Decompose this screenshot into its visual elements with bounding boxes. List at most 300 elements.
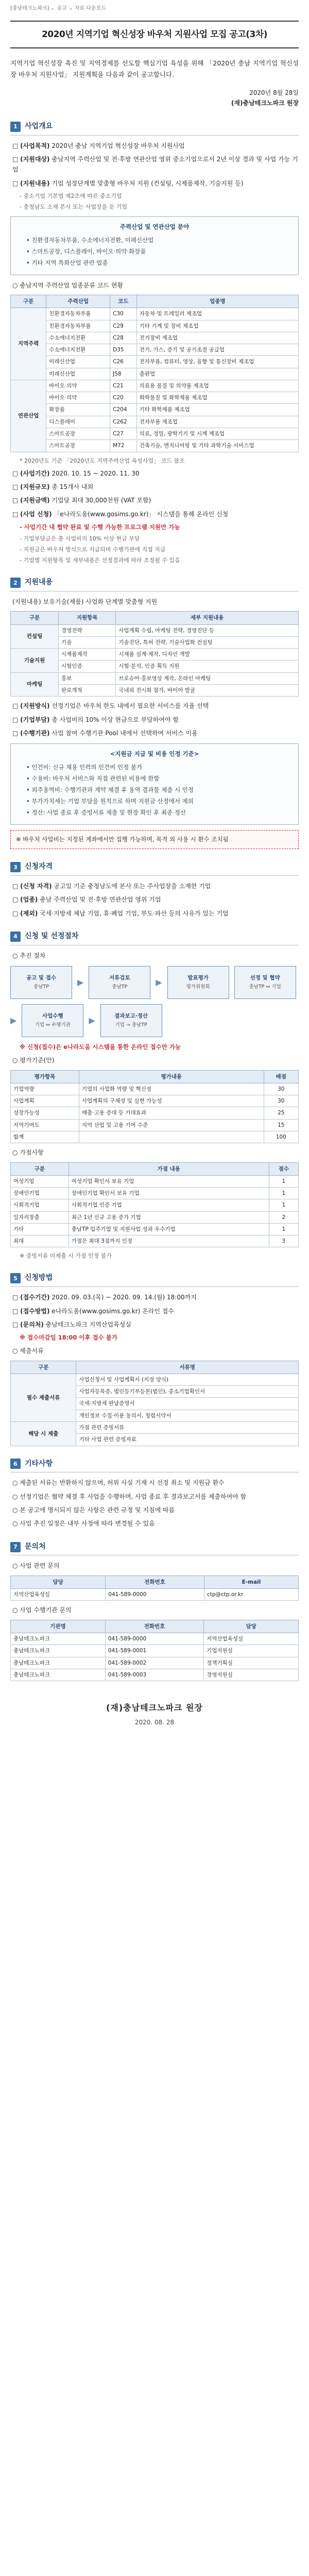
- table-cell: 기술: [59, 636, 116, 648]
- table-header-cell: 구분: [11, 612, 59, 624]
- text-line: • 수용비: 바우처 서비스와 직접 관련된 비용에 한함: [26, 774, 160, 782]
- table-header-cell: 전화번호: [105, 1620, 203, 1633]
- list-item: □ (지원금액) 기업당 최대 30,000천원 (VAT 포함): [12, 497, 151, 504]
- sign-org: (재)충남테크노파크 원장: [231, 99, 299, 107]
- table-row: [11, 1188, 299, 1199]
- text-line: • 기타 지역 특화산업 관련 업종: [26, 259, 108, 266]
- section-procedure: [10, 931, 299, 1260]
- item-text: 2020. 10. 15 ~ 2020. 11. 30: [49, 469, 140, 477]
- section-header: [10, 121, 299, 135]
- table-row: [11, 1633, 299, 1645]
- org-caption: ○ 사업 수행기관 문의: [12, 1606, 72, 1614]
- table-row: [11, 1589, 299, 1601]
- section-header: [10, 1459, 299, 1473]
- table-cell: 여성기업 확인서 보유 기업: [68, 1175, 269, 1187]
- table-cell: 041-589-0002: [105, 1657, 203, 1669]
- item-lead: (지원방식): [20, 702, 50, 710]
- section-header: [10, 577, 299, 591]
- docs-caption: ○ 제출서류: [12, 1347, 44, 1355]
- table-cell: 041-589-0000: [106, 1589, 204, 1601]
- item-lead: (지원내용): [20, 179, 50, 187]
- table-cell: 충남테크노파크: [11, 1669, 106, 1681]
- item-list: [10, 468, 299, 520]
- industry-box: [10, 216, 299, 275]
- item-list: [10, 881, 299, 919]
- text-line: ○ 제출된 서류는 반환하지 않으며, 허위 사실 기재 시 선정 취소 및 지원금 환수: [12, 1479, 225, 1487]
- cost-criteria-box: [10, 743, 299, 824]
- table-cell: 전기, 가스, 증기 및 공기조절 공급업: [136, 344, 298, 356]
- table-header-cell: 구분: [11, 1162, 69, 1175]
- table-cell: C204: [110, 404, 137, 416]
- section-number: 7: [10, 1542, 21, 1552]
- table-cell: 수소에너지전환: [46, 344, 110, 356]
- table-cell: 사업신청서 및 사업계획서 (지정 양식): [76, 1374, 299, 1385]
- section-eligibility: [10, 861, 299, 919]
- table-header-cell: 코드: [110, 295, 137, 308]
- text-line: ○ 사업 추진 일정은 내부 사정에 따라 변경될 수 있음: [12, 1520, 155, 1528]
- table-body: [11, 1083, 299, 1143]
- table-cell: C20: [110, 392, 137, 404]
- footer-org: (재)충남테크노파크 원장: [106, 1703, 203, 1713]
- table-cell: 2: [269, 1211, 298, 1223]
- table-cell: 기업의 사업화 역량 및 혁신성: [79, 1083, 264, 1095]
- process-step: [234, 966, 296, 999]
- item-text: 총 15개사 내외: [49, 483, 94, 490]
- item-text: 충남테크노파크 지역산업육성실: [43, 1320, 131, 1328]
- industry-code-table: [10, 295, 299, 452]
- table-cell: 의료용 물질 및 의약품 제조업: [136, 380, 298, 392]
- item-lead: (기업부담): [20, 716, 50, 723]
- section-title: 신청방법: [25, 1274, 53, 1282]
- table-cell: 사업계획 수립, 마케팅 전략, 경영진단 등: [116, 624, 299, 636]
- note-list: [10, 192, 299, 211]
- bonus-caption: ○ 가점사항: [12, 1149, 44, 1157]
- table-cell: 25: [264, 1107, 298, 1119]
- list-item: □ (지원규모) 총 15개사 내외: [12, 483, 94, 490]
- table-header-cell: 서류명: [76, 1361, 299, 1374]
- list-item: □ (접수기간) 2020. 09. 03.(목) ~ 2020. 09. 14.(월) 18:00까지: [12, 1294, 197, 1301]
- item-list: [10, 701, 299, 738]
- table-footnote: * 2020년도 기준 「2020년도 지역주력산업 육성사업」 코드 참조: [20, 457, 185, 464]
- evaluation-table: [10, 1070, 299, 1144]
- box-lines: [17, 762, 292, 818]
- process-step: [22, 1004, 83, 1037]
- section-header: [10, 1541, 299, 1556]
- list-item: □ (기업부담) 총 사업비의 10% 이상 현금으로 부담하여야 함: [12, 716, 179, 723]
- bonus-table: [10, 1162, 299, 1248]
- table-header-cell: 담당: [204, 1620, 299, 1633]
- separator-dot: [52, 8, 54, 10]
- table-body: [11, 1589, 299, 1601]
- table-row: [11, 1131, 299, 1143]
- section-number: 2: [10, 578, 21, 588]
- table-cell: 1: [269, 1175, 298, 1187]
- table-row: [11, 1211, 299, 1223]
- table-header-row: [11, 295, 299, 308]
- note-list: [10, 534, 299, 565]
- table-row: [11, 672, 299, 684]
- table-cell: 수소에너지전환: [46, 332, 110, 344]
- table-cell: [79, 1131, 264, 1143]
- table-header-cell: 평가항목: [11, 1070, 79, 1083]
- table-body: [11, 1633, 299, 1681]
- table-header-row: [11, 1620, 299, 1633]
- step-desc: 충남TP: [112, 984, 128, 990]
- text-line: • 외주용역비: 수행기관과 계약 체결 후 용역 결과물 제출 시 인정: [26, 786, 194, 793]
- section-number: 6: [10, 1459, 21, 1469]
- item-text: 2020년 충남 지역기업 혁신성장 바우처 지원사업: [49, 142, 185, 149]
- table-row: [11, 416, 299, 428]
- item-list: [10, 141, 299, 189]
- step-title: 선정 및 협약: [250, 975, 280, 981]
- warning-callout: ※ 바우처 사업비는 지정된 계좌에서만 집행 가능하며, 목적 외 사용 시 환수 조치됨: [10, 830, 299, 850]
- table-cell: 바이오·의약: [46, 380, 110, 392]
- table-cell: 일자리창출: [11, 1211, 69, 1223]
- table-cell: 30: [264, 1095, 298, 1107]
- text-line: - 중소기업 기본법 제2조에 따른 중소기업: [20, 193, 122, 200]
- item-lead: (수행기관): [20, 729, 50, 737]
- table-header-cell: 담당: [11, 1575, 106, 1588]
- table-cell: 개인정보 수집·이용 동의서, 청렴서약서: [76, 1410, 299, 1421]
- table-cell: 15: [264, 1119, 298, 1131]
- item-lead: (사업 신청): [20, 510, 52, 518]
- table-cell: 마케팅: [11, 672, 59, 697]
- text-line: - 지원금은 바우처 방식으로 지급되며 수행기관에 직접 지급: [20, 546, 166, 553]
- table-cell: 필수 제출서류: [11, 1374, 76, 1421]
- list-item: □ (사업기간) 2020. 10. 15 ~ 2020. 11. 30: [12, 469, 140, 477]
- box-title: 주력산업 및 연관산업 분야: [119, 223, 190, 231]
- section-header: [10, 861, 299, 876]
- table-header-cell: 가점 내용: [68, 1162, 269, 1175]
- section-number: 5: [10, 1273, 21, 1283]
- item-lead: (접수기간): [20, 1294, 50, 1301]
- section-title: 신청 및 선정절차: [25, 932, 79, 941]
- breadcrumb-item[interactable]: 공고: [57, 6, 67, 12]
- table-header-cell: 전화번호: [106, 1575, 204, 1588]
- step-desc: 기업 → 충남TP: [115, 1022, 147, 1028]
- step-desc: 기업 ↔ 수행기관: [35, 1022, 71, 1028]
- arrow-right-icon: ▶: [89, 1015, 95, 1025]
- table-cell: 가점은 최대 3점까지 인정: [68, 1235, 269, 1247]
- item-lead: (업종): [20, 896, 38, 904]
- table-cell: 미래신산업: [46, 368, 110, 380]
- table-cell: 100: [264, 1131, 298, 1143]
- table-cell: 출판업: [136, 368, 298, 380]
- table-caption: ○ 충남지역 주력산업 업종분류 코드 현황: [12, 281, 124, 289]
- table-cell: 시험인증: [59, 660, 116, 672]
- section-header: [10, 1273, 299, 1287]
- item-lead: (문의처): [20, 1320, 44, 1328]
- table-cell: 바이오·의약: [46, 392, 110, 404]
- section-title: 신청자격: [25, 862, 53, 871]
- page-title: 2020년 지역기업 혁신성장 바우처 지원사업 모집 공고(3차): [10, 21, 299, 48]
- breadcrumb-item[interactable]: [충남테크노파크]: [10, 6, 49, 12]
- signature-block: [10, 88, 299, 109]
- table-cell: 기업역량: [11, 1083, 79, 1095]
- item-lead: (제외): [20, 909, 38, 917]
- table-cell: 컨설팅: [11, 624, 59, 649]
- table-body: [11, 624, 299, 697]
- red-note: - 사업기간 내 협약 완료 및 수행 가능한 프로그램 지원만 가능: [20, 523, 180, 531]
- list-item: □ (접수방법) e나라도움(www.gosims.go.kr) 온라인 접수: [12, 1307, 174, 1315]
- table-cell: 기술지원: [11, 649, 59, 673]
- table-cell: 전자부품, 컴퓨터, 영상, 음향 및 통신장비 제조업: [136, 356, 298, 368]
- item-lead: (지원대상): [20, 155, 50, 163]
- text-line: - 충청남도 소재 본사 또는 사업장을 둔 기업: [20, 204, 128, 211]
- table-cell: J58: [110, 368, 137, 380]
- table-row: [11, 1223, 299, 1235]
- item-text: 충남지역 주력산업 및 전·후방 연관산업 영위 중소기업으로서 2년 이상 경과 및 사업 가능 기업: [12, 155, 298, 174]
- org-contact-table: [10, 1620, 299, 1681]
- table-cell: 스마트공장: [46, 440, 110, 452]
- table-row: [11, 1669, 299, 1681]
- table-cell: 의료, 정밀, 광학기기 및 시계 제조업: [136, 428, 298, 439]
- table-cell: 최근 1년 신규 고용 증가 기업: [68, 1211, 269, 1223]
- step-desc: 충남TP ↔ 기업: [249, 984, 281, 990]
- table-cell: 기타: [11, 1223, 69, 1235]
- text-line: • 스마트공장, 디스플레이, 바이오·의약·화장품: [26, 247, 146, 255]
- table-body: [11, 1175, 299, 1247]
- table-header-row: [11, 1070, 299, 1083]
- table-row: [11, 1645, 299, 1657]
- text-line: • 정산: 사업 종료 후 증빙서류 제출 및 현장 확인 후 최종 정산: [26, 808, 186, 816]
- section-title: 지원내용: [25, 578, 53, 587]
- item-lead: (사업목적): [20, 142, 50, 149]
- intro-paragraph: 지역기업 혁신성장 촉진 및 지역경제를 선도할 핵심기업 육성을 위해 「2020년 충남 지역기업 혁신성장 바우처 지원사업」 지원계획을 다음과 같이 공고합니다.: [10, 59, 299, 79]
- item-list: [10, 1292, 299, 1330]
- process-flow: [10, 966, 299, 1037]
- table-cell: 충남TP 입주기업 및 지원사업 성과 우수기업: [68, 1223, 269, 1235]
- table-row: [11, 332, 299, 344]
- item-lead: (사업기간): [20, 469, 50, 477]
- table-cell: 미래신산업: [46, 356, 110, 368]
- table-cell: 지역주력: [11, 308, 46, 380]
- table-cell: 1: [269, 1199, 298, 1211]
- table-cell: 기타 기계 및 장비 제조업: [136, 320, 298, 332]
- table-header-row: [11, 1361, 299, 1374]
- table-row: [11, 428, 299, 439]
- box-lines: [17, 235, 292, 268]
- list-item: □ (업종) 충남 주력산업 및 전·후방 연관산업 영위 기업: [12, 896, 161, 904]
- breadcrumb-item[interactable]: 자료 다운로드: [74, 6, 106, 12]
- table-cell: 자동차 및 트레일러 제조업: [136, 308, 298, 320]
- table-row: [11, 380, 299, 392]
- table-cell: 1: [269, 1188, 298, 1199]
- item-lead: (지원규모): [20, 483, 50, 490]
- table-cell: 지역산업육성실: [204, 1633, 299, 1645]
- table-header-cell: 기관명: [11, 1620, 106, 1633]
- item-text: 총 사업비의 10% 이상 현금으로 부담하여야 함: [49, 716, 179, 723]
- step-title: 사업수행: [42, 1013, 63, 1020]
- table-row: [11, 1107, 299, 1119]
- table-cell: 충남테크노파크: [11, 1633, 106, 1645]
- list-item: □ (문의처) 충남테크노파크 지역산업육성실: [12, 1320, 131, 1328]
- text-line: ○ 선정기업은 협약 체결 후 사업을 수행하며, 사업 종료 후 결과보고서를 제출하여야 함: [12, 1493, 247, 1500]
- table-row: [11, 1175, 299, 1187]
- table-row: [11, 1422, 299, 1434]
- table-cell: C21: [110, 380, 137, 392]
- table-cell: ctp@ctp.or.kr: [204, 1589, 298, 1601]
- red-note: ※ 접수마감일 18:00 이후 접수 불가: [20, 1334, 118, 1342]
- item-text: 사업 참여 수행기관 Pool 내에서 선택하여 서비스 이용: [49, 729, 198, 737]
- table-cell: 국세·지방세 완납증명서: [76, 1398, 299, 1410]
- eval-caption: ○ 평가기준(안): [12, 1057, 55, 1064]
- list-item: □ (사업목적) 2020년 충남 지역기업 혁신성장 바우처 지원사업: [12, 142, 185, 149]
- contact-table: [10, 1575, 299, 1601]
- table-cell: 스마트공장: [46, 428, 110, 439]
- table-cell: 041-589-0001: [105, 1645, 203, 1657]
- table-row: [11, 440, 299, 452]
- text-line: • 부가가치세는 기업 부담을 원칙으로 하며 지원금 산정에서 제외: [26, 797, 194, 805]
- table-cell: 가점 관련 증빙서류: [76, 1422, 299, 1434]
- section-header: [10, 931, 299, 945]
- table-cell: 3: [269, 1235, 298, 1247]
- table-cell: 연관산업: [11, 380, 46, 452]
- text-line: ○ 본 공고에 명시되지 않은 사항은 관련 규정 및 지침에 따름: [12, 1506, 175, 1514]
- step-title: 결과보고·정산: [114, 1013, 148, 1020]
- documents-table: [10, 1361, 299, 1446]
- table-row: [11, 320, 299, 332]
- list-item: □ (수행기관) 사업 참여 수행기관 Pool 내에서 선택하여 서비스 이용: [12, 729, 198, 737]
- text-line: - 기업부담금은 총 사업비의 10% 이상 현금 부담: [20, 535, 140, 543]
- item-text: 「e나라도움(www.gosims.go.kr)」 시스템을 통해 온라인 신청: [52, 510, 229, 518]
- arrow-right-icon: ▶: [156, 977, 162, 987]
- table-cell: 판로개척: [59, 684, 116, 696]
- section-application: [10, 1273, 299, 1446]
- text-line: • 친환경자동차부품, 수소에너지전환, 미래신산업: [26, 236, 154, 244]
- table-cell: 브로슈어·홍보영상 제작, 온라인 마케팅: [116, 672, 299, 684]
- table-row: [11, 1657, 299, 1669]
- table-cell: 친환경자동차부품: [46, 320, 110, 332]
- table-cell: C30: [110, 308, 137, 320]
- table-cell: 화학물질 및 화학제품 제조업: [136, 392, 298, 404]
- text-line: • 인건비: 신규 채용 인력의 인건비 인정 불가: [26, 763, 143, 771]
- table-cell: C26: [110, 356, 137, 368]
- table-cell: 기업지원실: [204, 1645, 299, 1657]
- section-contact: [10, 1541, 299, 1681]
- flow-caption: ○ 추진 절차: [12, 952, 46, 959]
- table-header-cell: 세부 지원내용: [116, 612, 299, 624]
- separator-dot: [70, 8, 72, 10]
- table-cell: 1: [269, 1223, 298, 1235]
- table-cell: 사회적기업 인증 기업: [68, 1199, 269, 1211]
- table-header-cell: 지원항목: [59, 612, 116, 624]
- section-etc: [10, 1459, 299, 1529]
- table-header-cell: E-mail: [204, 1575, 298, 1588]
- step-title: 발표평가: [187, 975, 209, 981]
- table-row: [11, 624, 299, 636]
- item-text: e나라도움(www.gosims.go.kr) 온라인 접수: [49, 1307, 174, 1315]
- table-cell: D35: [110, 344, 137, 356]
- step-title: 공고 및 접수: [26, 975, 57, 981]
- table-cell: 전기장비 제조업: [136, 332, 298, 344]
- red-note: ※ 신청(접수)은 e나라도움 시스템을 통한 온라인 접수만 가능: [20, 1043, 181, 1051]
- section-title: 문의처: [25, 1542, 46, 1551]
- table-row: [11, 1083, 299, 1095]
- process-step: [100, 1004, 162, 1037]
- table-header-row: [11, 1162, 299, 1175]
- table-cell: C27: [110, 428, 137, 439]
- table-cell: 최대: [11, 1235, 69, 1247]
- table-header-cell: 배점: [264, 1070, 298, 1083]
- table-cell: 기타 사업 관련 증빙자료: [76, 1434, 299, 1446]
- table-header-cell: 평가내용: [79, 1070, 264, 1083]
- step-title: 서류검토: [109, 975, 130, 981]
- table-header-cell: 구분: [11, 295, 46, 308]
- box-title: <지원금 지급 및 비용 인정 기준>: [110, 750, 199, 758]
- section-support: [10, 577, 299, 849]
- table-cell: 건축기술, 엔지니어링 및 기타 과학기술 서비스업: [136, 440, 298, 452]
- table-cell: 정책기획실: [204, 1657, 299, 1669]
- table-cell: 사업자등록증, 법인등기부등본(법인), 중소기업확인서: [76, 1386, 299, 1398]
- arrow-right-icon: ▶: [77, 977, 84, 987]
- breadcrumb: [10, 4, 299, 13]
- table-cell: 합계: [11, 1131, 79, 1143]
- table-row: [11, 404, 299, 416]
- table-cell: 경영지원실: [204, 1669, 299, 1681]
- step-desc: 충남TP: [33, 984, 49, 990]
- table-cell: C262: [110, 416, 137, 428]
- section-number: 3: [10, 862, 21, 872]
- bonus-note: ※ 증빙서류 미제출 시 가점 인정 불가: [20, 1252, 112, 1260]
- list-item: □ (지원내용) 기업 성장단계별 맞춤형 바우처 지원 (컨설팅, 시제품제작, 기술지원 등): [12, 179, 244, 187]
- table-cell: 041-589-0003: [105, 1669, 203, 1681]
- section-title: 사업개요: [25, 122, 53, 130]
- table-row: [11, 368, 299, 380]
- table-row: [11, 1235, 299, 1247]
- table-cell: 사회적기업: [11, 1199, 69, 1211]
- table-cell: 해당 시 제출: [11, 1422, 76, 1446]
- table-row: [11, 1199, 299, 1211]
- table-cell: 30: [264, 1083, 298, 1095]
- item-text: 충남 주력산업 및 전·후방 연관산업 영위 기업: [38, 896, 161, 904]
- list-item: □ (사업 신청) 「e나라도움(www.gosims.go.kr)」 시스템을 통해 온라인 신청: [12, 510, 229, 518]
- line-list: [10, 1478, 299, 1529]
- support-table: [10, 611, 299, 697]
- step-desc: 평가위원회: [186, 984, 210, 990]
- table-cell: 장애인기업 확인서 보유 기업: [68, 1188, 269, 1199]
- item-lead: (지원금액): [20, 497, 50, 504]
- table-body: [11, 308, 299, 452]
- section-overview: [10, 121, 299, 565]
- table-row: [11, 308, 299, 320]
- list-item: □ (신청 자격) 공고일 기준 충청남도에 본사 또는 주사업장을 소재한 기업: [12, 882, 211, 890]
- table-cell: C28: [110, 332, 137, 344]
- table-cell: M72: [110, 440, 137, 452]
- table-cell: 홍보: [59, 672, 116, 684]
- table-cell: 장애인기업: [11, 1188, 69, 1199]
- table-cell: 지역산업육성실: [11, 1589, 106, 1601]
- table-cell: 전자부품 제조업: [136, 416, 298, 428]
- table-row: [11, 1119, 299, 1131]
- item-text: 국세·지방세 체납 기업, 휴·폐업 기업, 부도·파산 등의 사유가 있는 기업: [38, 909, 229, 917]
- table-cell: 성장가능성: [11, 1107, 79, 1119]
- table-cell: 매출·고용 증대 등 기대효과: [79, 1107, 264, 1119]
- lead-text: (지원내용) 보유기술(제품) 사업화 단계별 맞춤형 지원: [12, 598, 158, 605]
- process-step: [167, 966, 229, 999]
- table-body: [11, 1374, 299, 1446]
- item-lead: (접수방법): [20, 1307, 50, 1315]
- table-header-row: [11, 1575, 299, 1588]
- table-header-cell: 점수: [269, 1162, 298, 1175]
- item-text: 기업당 최대 30,000천원 (VAT 포함): [49, 497, 151, 504]
- list-item: □ (제외) 국세·지방세 체납 기업, 휴·폐업 기업, 부도·파산 등의 사유가 있는 기업: [12, 909, 229, 917]
- table-cell: 시제품제작: [59, 649, 116, 660]
- table-cell: 041-589-0000: [105, 1633, 203, 1645]
- table-cell: 여성기업: [11, 1175, 69, 1187]
- table-header-cell: 주력산업: [46, 295, 110, 308]
- item-text: 기업 성장단계별 맞춤형 바우처 지원 (컨설팅, 시제품제작, 기술지원 등): [49, 179, 244, 187]
